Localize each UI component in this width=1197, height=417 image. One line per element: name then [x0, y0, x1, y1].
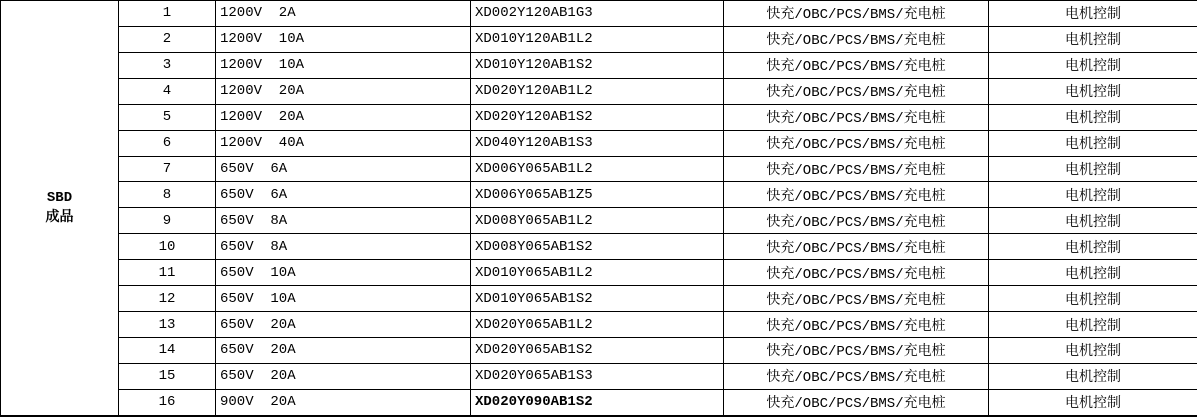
row-number-cell: 15: [119, 363, 216, 389]
applications-cell: 快充/OBC/PCS/BMS/充电桩: [724, 208, 989, 234]
row-number-cell: 12: [119, 286, 216, 312]
part-number-cell: XD020Y065AB1S2: [471, 337, 724, 363]
category-cell: 电机控制: [989, 78, 1197, 104]
row-number-cell: 10: [119, 234, 216, 260]
row-number-cell: 3: [119, 52, 216, 78]
group-label-line1: SBD: [46, 189, 73, 206]
part-number-cell: XD006Y065AB1L2: [471, 156, 724, 182]
table-row: [1, 130, 1197, 156]
table-row: [1, 26, 1197, 52]
row-number-cell: 6: [119, 130, 216, 156]
group-label-line2: 成品: [45, 210, 74, 226]
applications-cell: 快充/OBC/PCS/BMS/充电桩: [724, 389, 989, 416]
spec-cell: 650V 8A: [216, 208, 471, 234]
table-row: [1, 260, 1197, 286]
category-cell: 电机控制: [989, 337, 1197, 363]
spec-cell: 1200V 40A: [216, 130, 471, 156]
spec-cell: 1200V 10A: [216, 26, 471, 52]
category-cell: 电机控制: [989, 1, 1197, 27]
spec-cell: 1200V 10A: [216, 52, 471, 78]
applications-cell: 快充/OBC/PCS/BMS/充电桩: [724, 26, 989, 52]
category-cell: 电机控制: [989, 234, 1197, 260]
table-row: [1, 78, 1197, 104]
category-cell: 电机控制: [989, 182, 1197, 208]
part-number-cell: XD020Y090AB1S2: [471, 389, 724, 416]
row-number-cell: 7: [119, 156, 216, 182]
applications-cell: 快充/OBC/PCS/BMS/充电桩: [724, 1, 989, 27]
spec-cell: 650V 8A: [216, 234, 471, 260]
applications-cell: 快充/OBC/PCS/BMS/充电桩: [724, 363, 989, 389]
category-cell: 电机控制: [989, 156, 1197, 182]
spec-cell: 650V 10A: [216, 260, 471, 286]
spec-cell: 650V 20A: [216, 363, 471, 389]
applications-cell: 快充/OBC/PCS/BMS/充电桩: [724, 130, 989, 156]
table-row: [1, 1, 1197, 27]
part-number-cell: XD040Y120AB1S3: [471, 130, 724, 156]
table-row: [1, 104, 1197, 130]
category-cell: 电机控制: [989, 104, 1197, 130]
spec-cell: 650V 10A: [216, 286, 471, 312]
table-row: [1, 208, 1197, 234]
part-number-cell: XD010Y120AB1L2: [471, 26, 724, 52]
row-number-cell: 9: [119, 208, 216, 234]
applications-cell: 快充/OBC/PCS/BMS/充电桩: [724, 312, 989, 338]
table-row: [1, 234, 1197, 260]
category-cell: 电机控制: [989, 312, 1197, 338]
category-cell: 电机控制: [989, 260, 1197, 286]
category-cell: 电机控制: [989, 363, 1197, 389]
category-cell: 电机控制: [989, 52, 1197, 78]
applications-cell: 快充/OBC/PCS/BMS/充电桩: [724, 104, 989, 130]
part-number-cell: XD020Y065AB1S3: [471, 363, 724, 389]
applications-cell: 快充/OBC/PCS/BMS/充电桩: [724, 260, 989, 286]
row-number-cell: 16: [119, 389, 216, 416]
part-number-cell: XD010Y120AB1S2: [471, 52, 724, 78]
applications-cell: 快充/OBC/PCS/BMS/充电桩: [724, 234, 989, 260]
spec-cell: 1200V 20A: [216, 104, 471, 130]
row-number-cell: 5: [119, 104, 216, 130]
part-number-cell: XD002Y120AB1G3: [471, 1, 724, 27]
table-row: [1, 156, 1197, 182]
spec-cell: 1200V 2A: [216, 1, 471, 27]
row-number-cell: 1: [119, 1, 216, 27]
table-row: [1, 286, 1197, 312]
group-label-cell: [1, 1, 119, 417]
spec-cell: 650V 6A: [216, 182, 471, 208]
part-number-cell: XD008Y065AB1L2: [471, 208, 724, 234]
row-number-cell: 8: [119, 182, 216, 208]
row-number-cell: 13: [119, 312, 216, 338]
part-number-cell: XD008Y065AB1S2: [471, 234, 724, 260]
applications-cell: 快充/OBC/PCS/BMS/充电桩: [724, 286, 989, 312]
category-cell: 电机控制: [989, 286, 1197, 312]
spec-cell: 650V 20A: [216, 312, 471, 338]
row-number-cell: 14: [119, 337, 216, 363]
spec-cell: 900V 20A: [216, 389, 471, 416]
category-cell: 电机控制: [989, 208, 1197, 234]
applications-cell: 快充/OBC/PCS/BMS/充电桩: [724, 78, 989, 104]
category-cell: 电机控制: [989, 26, 1197, 52]
spec-cell: 650V 6A: [216, 156, 471, 182]
row-number-cell: 2: [119, 26, 216, 52]
applications-cell: 快充/OBC/PCS/BMS/充电桩: [724, 337, 989, 363]
part-number-cell: XD010Y065AB1L2: [471, 260, 724, 286]
table-body: [1, 1, 1197, 417]
row-number-cell: 11: [119, 260, 216, 286]
applications-cell: 快充/OBC/PCS/BMS/充电桩: [724, 52, 989, 78]
part-number-cell: XD010Y065AB1S2: [471, 286, 724, 312]
applications-cell: 快充/OBC/PCS/BMS/充电桩: [724, 182, 989, 208]
part-number-cell: XD006Y065AB1Z5: [471, 182, 724, 208]
table-row: [1, 182, 1197, 208]
spec-cell: 1200V 20A: [216, 78, 471, 104]
category-cell: 电机控制: [989, 389, 1197, 416]
table-row: [1, 337, 1197, 363]
part-number-cell: XD020Y120AB1S2: [471, 104, 724, 130]
table-row: [1, 363, 1197, 389]
table-row: [1, 312, 1197, 338]
row-number-cell: 4: [119, 78, 216, 104]
table-row: [1, 389, 1197, 416]
applications-cell: 快充/OBC/PCS/BMS/充电桩: [724, 156, 989, 182]
part-number-cell: XD020Y065AB1L2: [471, 312, 724, 338]
category-cell: 电机控制: [989, 130, 1197, 156]
spec-cell: 650V 20A: [216, 337, 471, 363]
table-row: [1, 52, 1197, 78]
part-number-cell: XD020Y120AB1L2: [471, 78, 724, 104]
